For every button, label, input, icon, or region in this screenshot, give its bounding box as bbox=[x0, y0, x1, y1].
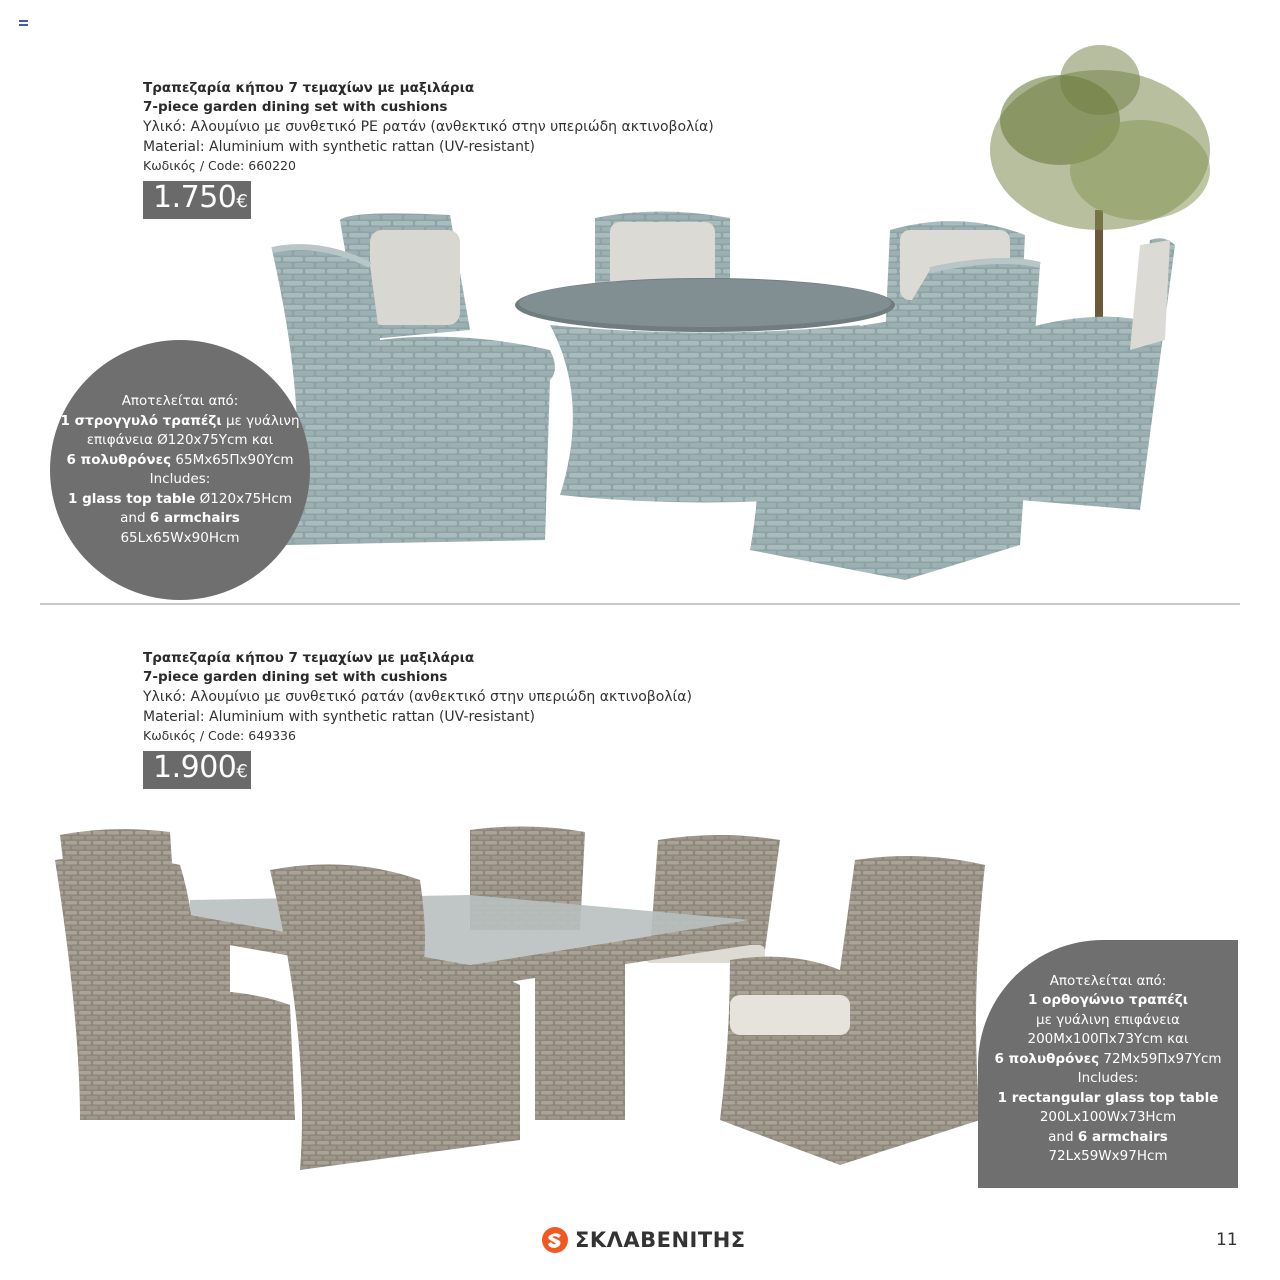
front-chair-left bbox=[55, 856, 295, 1120]
product-1-material-gr: Υλικό: Αλουμίνιο με συνθετικό PE ρατάν (ανθεκτικό στην υπεριώδη ακτινοβολία) bbox=[143, 119, 714, 135]
product-2-photo bbox=[50, 820, 990, 1180]
p1-en-chairs-dims: 65Lx65Wx90Hcm bbox=[120, 529, 240, 546]
p2-en-table-bold: 1 rectangular glass top table bbox=[997, 1089, 1219, 1106]
product-1-photo bbox=[260, 40, 1240, 600]
product-2-info bbox=[143, 649, 763, 789]
page-number: 11 bbox=[1216, 1230, 1238, 1250]
p2-en-and: and bbox=[1048, 1128, 1078, 1145]
product-2-title-en: 7-piece garden dining set with cushions bbox=[143, 669, 448, 685]
product-2-material-gr: Υλικό: Αλουμίνιο με συνθετικό ρατάν (ανθεκτικό στην υπεριώδη ακτινοβολία) bbox=[143, 689, 692, 705]
brand-logo bbox=[541, 1226, 746, 1254]
product-2-price-badge bbox=[143, 751, 251, 789]
flag-icon bbox=[19, 20, 28, 26]
p1-includes-en-heading: Includes: bbox=[149, 471, 211, 487]
p2-gr-chairs-rest: 72Mx59Πx97Υcm bbox=[1099, 1050, 1222, 1067]
product-1-price-badge bbox=[143, 181, 251, 219]
p2-en-chairs-dims: 72Lx59Wx97Hcm bbox=[1048, 1148, 1168, 1164]
p2-gr-table-bold: 1 ορθογώνιο τραπέζι bbox=[1028, 992, 1188, 1008]
p2-gr-line2: με γυάλινη επιφάνεια bbox=[1036, 1011, 1180, 1028]
product-2-title-gr: Τραπεζαρία κήπου 7 τεμαχίων με μαξιλάρια bbox=[143, 650, 475, 666]
product-2-currency: € bbox=[236, 761, 248, 782]
sklavenitis-logo-icon bbox=[541, 1226, 569, 1254]
product-1-price: 1.750 bbox=[153, 180, 237, 215]
product-2-material-en: Material: Aluminium with synthetic rattan (UV-resistant) bbox=[143, 709, 535, 725]
product-1-material-en: Material: Aluminium with synthetic rattan (UV-resistant) bbox=[143, 139, 535, 155]
product-1-code: Κωδικός / Code: 660220 bbox=[143, 158, 296, 173]
p2-includes-en-heading: Includes: bbox=[1077, 1070, 1139, 1086]
p1-gr-table-rest: με γυάλινη bbox=[221, 412, 300, 429]
product-1-includes-badge bbox=[50, 340, 310, 600]
p1-en-and: and bbox=[120, 510, 150, 526]
p2-gr-chairs-bold: 6 πολυθρόνες bbox=[994, 1050, 1100, 1067]
p1-en-table-bold: 1 glass top table bbox=[68, 490, 196, 507]
p2-gr-line3: 200Mx100Πx73Υcm και bbox=[1027, 1031, 1189, 1047]
p1-includes-gr-heading: Αποτελείται από: bbox=[121, 393, 239, 409]
p1-gr-chairs-rest: 65Mx65Πx90Υcm bbox=[171, 451, 294, 468]
p1-gr-table-bold: 1 στρογγυλό τραπέζι bbox=[60, 412, 222, 429]
p2-en-table-dims: 200Lx100Wx73Hcm bbox=[1039, 1109, 1177, 1125]
p1-gr-chairs-bold: 6 πολυθρόνες bbox=[66, 451, 172, 468]
product-2-includes-badge bbox=[978, 940, 1238, 1188]
product-2-price: 1.900 bbox=[153, 750, 237, 785]
section-divider bbox=[40, 603, 1240, 605]
p1-en-table-rest: Ø120x75Hcm bbox=[195, 490, 292, 507]
brand-name: ΣΚΛΑΒΕΝΙΤΗΣ bbox=[575, 1228, 746, 1252]
product-1-currency: € bbox=[236, 191, 248, 212]
p1-gr-table-line2: επιφάνεια Ø120x75Υcm και bbox=[86, 432, 274, 448]
p2-includes-gr-heading: Αποτελείται από: bbox=[1049, 972, 1167, 989]
p1-en-chairs-bold: 6 armchairs bbox=[149, 510, 240, 526]
product-1-title-en: 7-piece garden dining set with cushions bbox=[143, 99, 448, 115]
product-1-title-gr: Τραπεζαρία κήπου 7 τεμαχίων με μαξιλάρια bbox=[143, 80, 475, 96]
product-2-code: Κωδικός / Code: 649336 bbox=[143, 728, 296, 743]
p2-en-chairs-bold: 6 armchairs bbox=[1077, 1128, 1168, 1145]
